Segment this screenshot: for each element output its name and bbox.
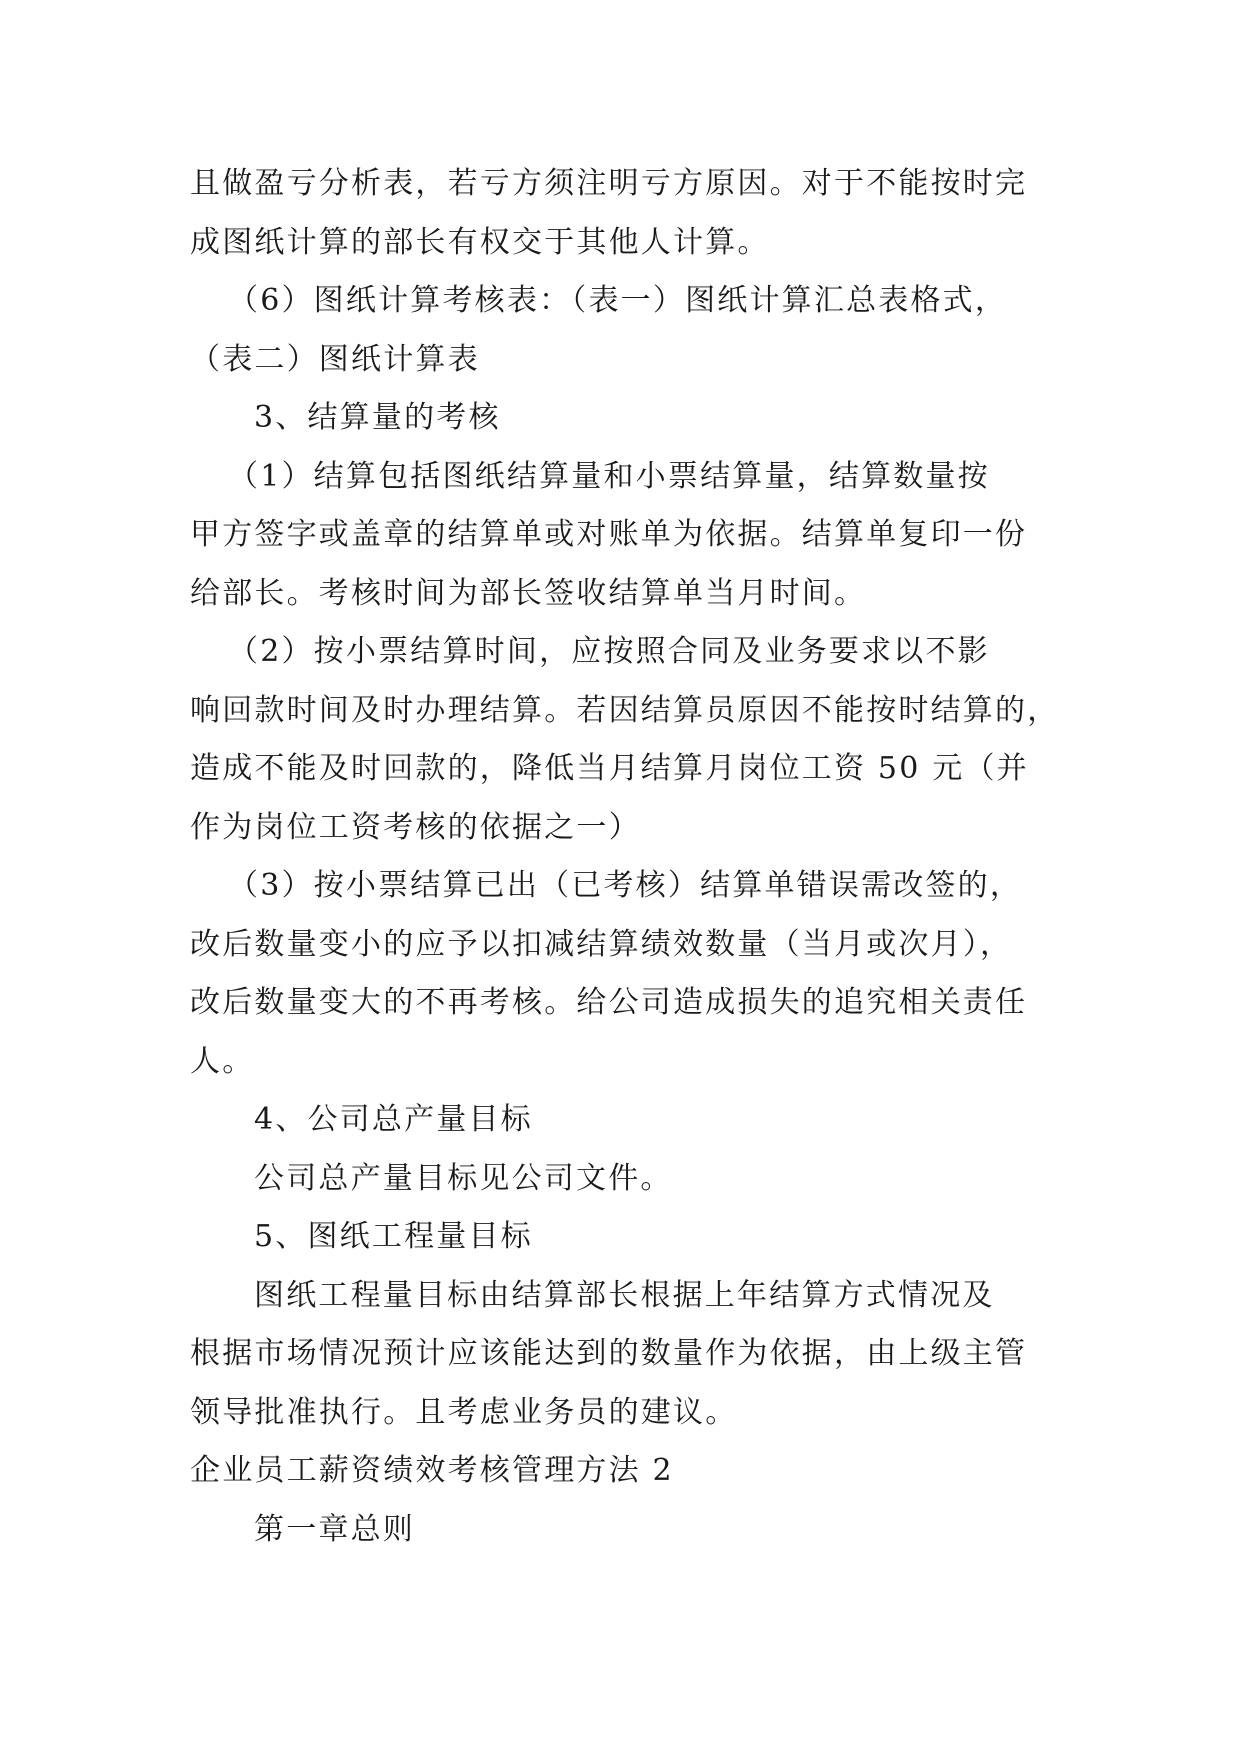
- chapter-heading: 第一章总则: [254, 1511, 415, 1547]
- paragraph-line: （6）图纸计算考核表：（表一）图纸计算汇总表格式，: [228, 283, 1008, 318]
- paragraph-line: （3）按小票结算已出（已考核）结算单错误需改签的，: [228, 868, 1023, 903]
- section-heading: 4、公司总产量目标: [254, 1102, 533, 1137]
- section-heading: 5、图纸工程量目标: [254, 1219, 533, 1254]
- document-body: [190, 155, 1060, 1559]
- section-heading: 3、结算量的考核: [254, 400, 501, 435]
- paragraph-line: 改后数量变小的应予以扣减结算绩效数量（当月或次月），: [190, 926, 1013, 962]
- paragraph-line: 领导批准执行。且考虑业务员的建议。: [190, 1394, 738, 1430]
- paragraph-line: 成图纸计算的部长有权交于其他人计算。: [190, 224, 770, 260]
- paragraph-line: 图纸工程量目标由结算部长根据上年结算方式情况及: [254, 1277, 995, 1313]
- paragraph-line: 给部长。考核时间为部长签收结算单当月时间。: [190, 575, 867, 611]
- paragraph-line: 作为岗位工资考核的依据之一）: [190, 809, 641, 845]
- paragraph-line: 甲方签字或盖章的结算单或对账单为依据。结算单复印一份: [190, 517, 1028, 552]
- paragraph-line: 响回款时间及时办理结算。若因结算员原因不能按时结算的，: [190, 692, 1060, 728]
- paragraph-line: 改后数量变大的不再考核。给公司造成损失的追究相关责任: [190, 985, 1028, 1020]
- paragraph-line: 根据市场情况预计应该能达到的数量作为依据，由上级主管: [190, 1336, 1028, 1371]
- paragraph-line: 人。: [190, 1043, 255, 1079]
- paragraph-line: 造成不能及时回款的，降低当月结算月岗位工资 50 元（并: [190, 751, 1029, 786]
- paragraph-line: （1）结算包括图纸结算量和小票结算量，结算数量按: [228, 458, 990, 494]
- document-title: 企业员工薪资绩效考核管理方法 2: [190, 1453, 674, 1488]
- paragraph-line: 公司总产量目标见公司文件。: [254, 1160, 673, 1196]
- paragraph-line: （表二）图纸计算表: [190, 341, 480, 377]
- paragraph-line: 且做盈亏分析表，若亏方须注明亏方原因。对于不能按时完: [190, 166, 1028, 201]
- paragraph-line: （2）按小票结算时间，应按照合同及业务要求以不影: [228, 634, 990, 669]
